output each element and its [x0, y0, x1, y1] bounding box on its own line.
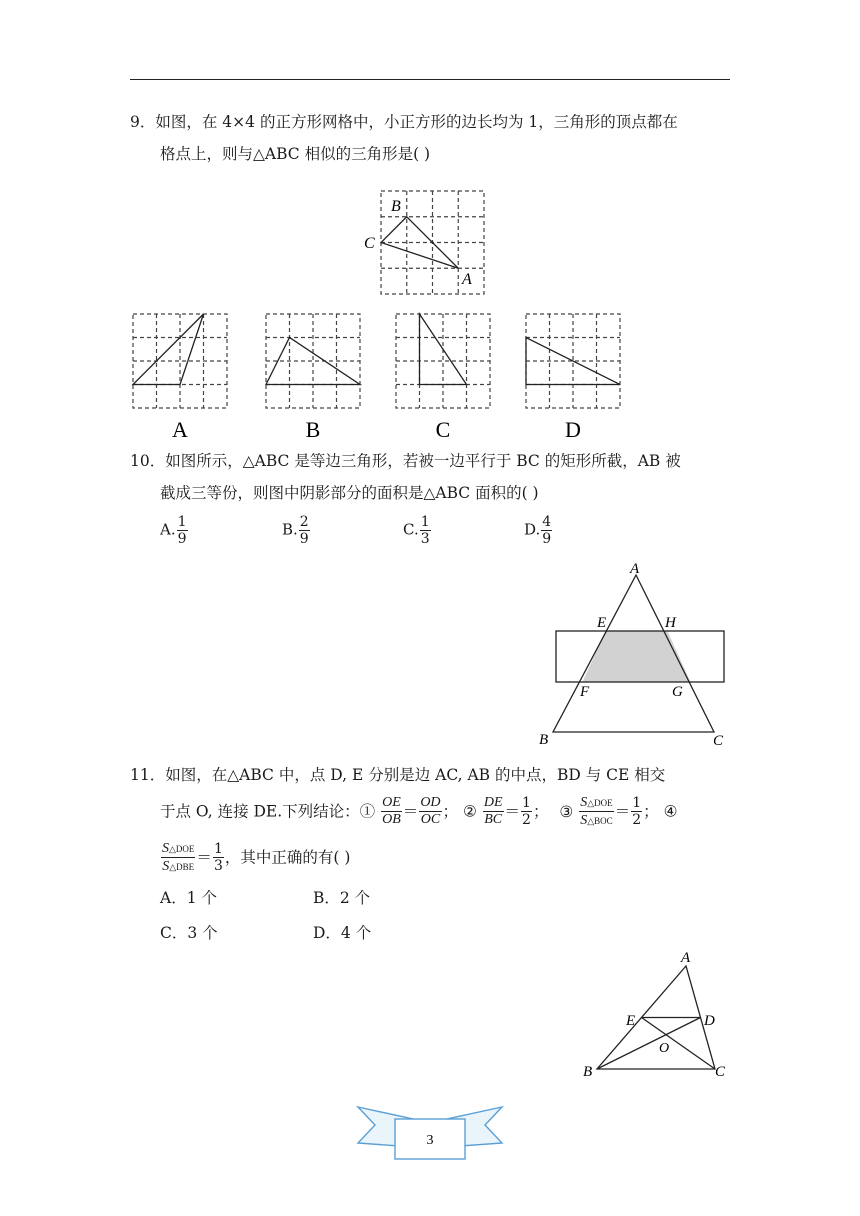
label-b: B: [391, 198, 401, 215]
page-number-ribbon: [355, 1103, 505, 1165]
option-c-grid: [396, 314, 490, 408]
q10-option-b: B. $\frac{2}{9}$: [282, 514, 309, 547]
option-a-label: A: [172, 417, 188, 442]
label-a: A: [462, 271, 472, 288]
option-b-grid: [266, 314, 360, 408]
q11-option-d: D．4 个: [313, 924, 372, 942]
label-c: C: [364, 235, 375, 252]
q9-line1: 9．如图，在 4×4 的正方形网格中，小正方形的边长均为 1，三角形的顶点都在: [130, 113, 678, 131]
q10-line1: 10．如图所示，△ABC 是等边三角形，若被一边平行于 BC 的矩形所截，AB 被: [130, 452, 681, 470]
q9-line2: 格点上，则与△ABC 相似的三角形是( ): [160, 145, 431, 163]
q10-option-c: C. $\frac{1}{3}$: [403, 514, 430, 547]
label-a: A: [681, 950, 691, 966]
q11-line2: 于点 O, 连接 DE.下列结论：① $\frac{OE}{OB}$ ＝ $\frac{OD}{OC}$ ； ② $\frac{DE}{BC}$ ＝ $\frac{1}{2}$ ； ③ $\frac{\text{S△DOE}}{\text{S△BOC}}$ ＝ $\frac{1}{2}$ ； ④: [160, 795, 678, 828]
q11-figure: [575, 945, 740, 1085]
segment-bd: [597, 1018, 701, 1070]
q10-option-d: D. $\frac{4}{9}$: [524, 514, 552, 547]
shaded-region: [583, 631, 691, 682]
label-o: O: [659, 1041, 670, 1056]
label-c: C: [713, 733, 724, 749]
label-h: H: [665, 615, 676, 631]
q11-option-a: A．1 个: [160, 889, 217, 907]
q10-option-a: A. $\frac{1}{9}$: [160, 514, 187, 547]
label-g: G: [672, 684, 683, 700]
q9-options-figure: [120, 305, 640, 445]
label-e: E: [597, 615, 607, 631]
q11-option-b: B．2 个: [313, 889, 371, 907]
label-f: F: [580, 684, 590, 700]
q9-figure: [360, 186, 500, 296]
option-c-label: C: [435, 417, 451, 442]
label-a: A: [630, 561, 640, 577]
label-e: E: [626, 1013, 636, 1029]
q11-line3: $\frac{\text{S△DOE}}{\text{S△DBE}}$ ＝ $\frac{1}{3}$ ，其中正确的有( ): [162, 841, 351, 874]
option-a-grid: [133, 314, 227, 408]
page-number: 3: [426, 1133, 434, 1148]
header-rule: [130, 79, 730, 80]
q11-option-c: C．3 个: [160, 924, 218, 942]
q10-line2: 截成三等份，则图中阴影部分的面积是△ABC 面积的( ): [160, 484, 539, 502]
q11-line1: 11．如图，在△ABC 中，点 D, E 分别是边 AC, AB 的中点，BD 与 CE 相交: [130, 766, 666, 784]
option-b-label: B: [305, 417, 321, 442]
label-b: B: [583, 1064, 593, 1080]
option-d-label: D: [565, 417, 581, 442]
label-b: B: [539, 732, 549, 748]
option-d-grid: [526, 314, 620, 408]
q10-figure: [530, 555, 740, 755]
label-c: C: [715, 1064, 726, 1080]
label-d: D: [704, 1013, 715, 1029]
